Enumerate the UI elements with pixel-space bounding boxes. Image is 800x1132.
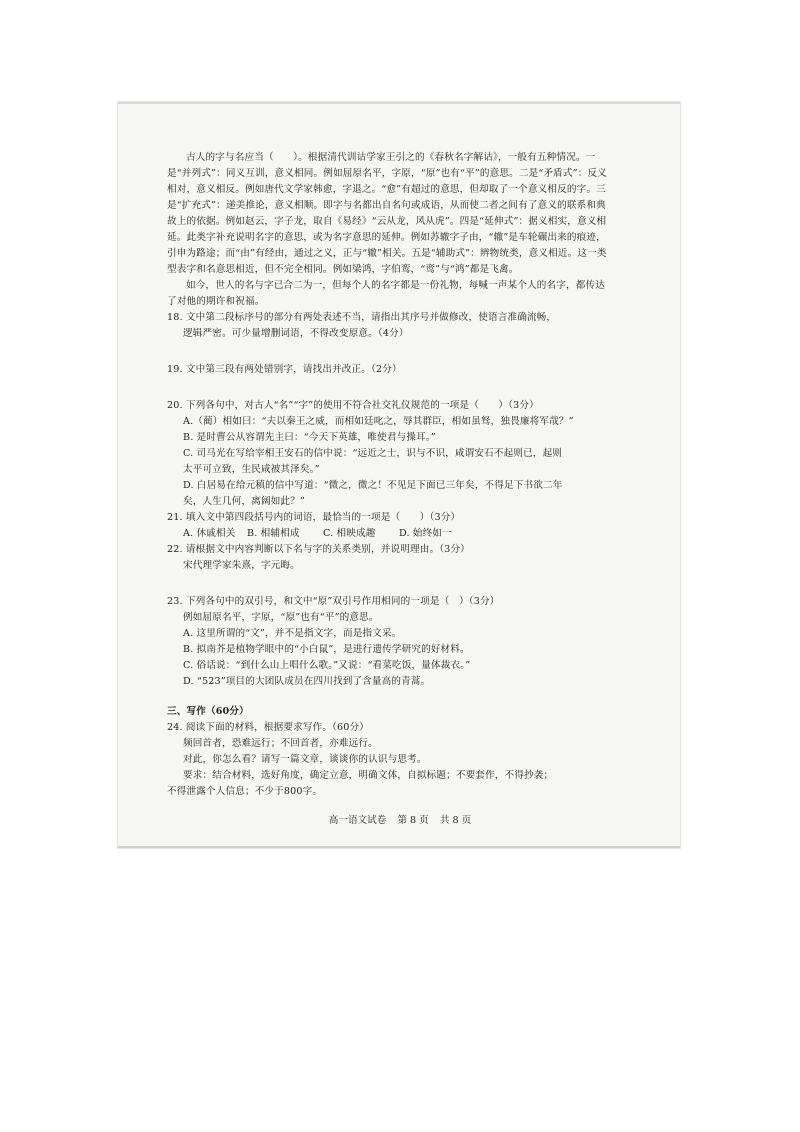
answer-space (167, 378, 607, 398)
answer-space (167, 342, 607, 362)
question-20-option-d-line-1: D. 白居易在给元稹的信中写道：“微之，微之！不见足下面已三年矣，不得足下书欲二年 (183, 480, 563, 491)
page-footer (0, 812, 800, 826)
question-21-option-c: C. 相映成趣 (323, 528, 376, 539)
question-23-option-a: A. 这里所谓的“文”，并不是指文字，而是指文采。 (183, 628, 402, 639)
section-gap (167, 690, 607, 704)
question-20-option-a: A.（蔺）相如曰：“夫以秦王之威，而相如廷叱之，辱其群臣，相如虽驽，独畏廉将军哉？” (183, 416, 574, 427)
question-22-content: 宋代理学家朱熹，字元晦。 (183, 560, 300, 571)
question-24-stem: 24. 阅读下面的材料，根据要求写作。（60分） (167, 722, 370, 733)
footer-total-pages: 共 8 页 (439, 815, 472, 826)
question-18-line-1: 18. 文中第二段标序号的部分有两处表述不当，请指出其序号并做修改，使语言准确流畅， (167, 312, 557, 323)
question-23-option-d: D. “523”项目的大团队成员在四川找到了含量高的青蒿。 (183, 676, 431, 687)
writing-prompt: 对此，你怎么看？请写一篇文章，谈谈你的认识与思考。 (183, 754, 427, 765)
writing-requirements-line-1: 要求：结合材料，选好角度，确定立意，明确文体，自拟标题；不要套作，不得抄袭； (183, 770, 554, 781)
passage-paragraph-2: 如今，世人的名与字已合二为一，但每个人的名字都是一份礼物，每喊一声某个人的名字，都传达了对他的期许和祝福。 (167, 280, 605, 307)
answer-space (167, 574, 607, 594)
question-20-option-c-line-1: C. 司马光在写给宰相王安石的信中说：“远近之士，识与不识，咸谓安石不起则已，起则 (183, 448, 563, 459)
writing-material: 频回首者，恐难远行；不回首者，亦难远行。 (183, 738, 378, 749)
writing-section-title: 三、写作（60分） (167, 706, 249, 717)
question-21-option-b: B. 相辅相成 (247, 528, 300, 539)
question-23-option-b: B. 拟南芥是植物学眼中的“小白鼠”，是进行遗传学研究的好材料。 (183, 644, 470, 655)
question-21-option-d: D. 始终如一 (399, 528, 452, 539)
question-20-option-b: B. 是时曹公从容谓先主曰：“今天下英雄，唯使君与操耳。” (183, 432, 436, 443)
footer-exam-title: 高一语文试卷 (328, 815, 387, 826)
question-23-option-c: C. 俗话说：“到什么山上唱什么歌。”又说：“看菜吃饭，量体裁衣。” (183, 660, 471, 671)
question-20-option-d-line-2: 矣，人生几何，离阔如此？” (183, 496, 305, 507)
passage-paragraph-1: 古人的字与名应当（ ）。根据清代训诂学家王引之的《春秋名字解诂》，一般有五种情况。一是“并列式”：同义互训，意义相同。例如屈原名平，字原，“原”也有“平”的意思。二是“矛盾式”：反义相对，意义相反。例如唐代文学家韩愈，字退之。“愈”有超过的意思，但却取了一个意义相反的字。三是“扩充式”：递美推论，意义相顺。即字与名都出自名句或成语，从而使二者之间有了意义的联系和典故上的依据。例如赵云，字子龙，取自《易经》“云从龙，风从虎”。四是“延伸式”：据义相实，意义相延。此类字补充说明名字的意思，或为名字意思的延伸。例如苏辙字子由，“辙”是车轮碾出来的痕迹，引申为路途；而“由”有经由，通过之义，正与“辙”相关。五是“辅助式”：辨物统类，意义相近。这一类型表字和名意思相近，但不完全相同。例如梁鸿，字伯鸾，“鸾”与“鸿”都是飞禽。 (167, 152, 607, 275)
question-21-options (167, 526, 607, 542)
question-19: 19. 文中第三段有两处错别字，请找出并改正。（2分） (167, 364, 402, 375)
scan-edge-bottom (118, 846, 680, 848)
question-21-stem: 21. 填入文中第四段括号内的词语，最恰当的一项是（ ）（3分） (167, 512, 461, 523)
question-18-line-2: 逻辑严密。可少量增删词语，不得改变原意。（4分） (183, 328, 409, 339)
question-20-option-c-line-2: 太平可立致，生民咸被其泽矣。” (183, 464, 320, 475)
question-22-stem: 22. 请根据文中内容判断以下名与字的关系类别，并说明理由。（3分） (167, 544, 470, 555)
page-content (167, 150, 607, 800)
footer-page-number: 第 8 页 (397, 815, 429, 826)
question-20-stem: 20. 下列各句中，对古人“名”“字”的使用不符合社交礼仪规范的一项是（ ）（3分） (167, 400, 539, 411)
question-23-stem: 23. 下列各句中的双引号，和文中“原”双引号作用相同的一项是（ ）（3分） (167, 596, 500, 607)
scan-edge-top (118, 102, 680, 104)
question-21-option-a: A. 休戚相关 (183, 528, 236, 539)
question-23-example: 例如屈原名平，字原，“原”也有“平”的意思。 (183, 612, 379, 623)
writing-requirements-line-2: 不得泄露个人信息；不少于800字。 (167, 786, 323, 797)
